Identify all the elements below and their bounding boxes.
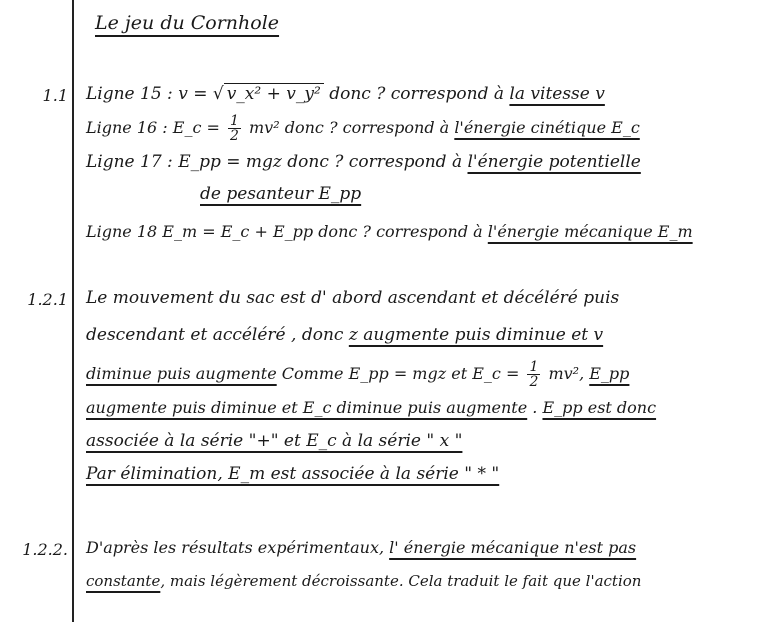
- section-number-1-1: 1.1: [42, 86, 68, 105]
- section-number-1-2-1: 1.2.1: [27, 290, 68, 309]
- paragraph-1-2-1-line-5: associée à la série "+" et E_c à la série " x ": [86, 431, 463, 451]
- line-17: Ligne 17 : E_pp = mgz donc ? correspond à l'énergie potentielle: [86, 152, 641, 172]
- paragraph-1-2-1-line-1: Le mouvement du sac est d' abord ascendant et décéléré puis: [86, 288, 620, 308]
- paragraph-1-2-1-line-2: descendant et accéléré , donc z augmente puis diminue et v: [86, 325, 604, 345]
- line-15: Ligne 15 : v = √ v_x² + v_y² donc ? correspond à la vitesse v: [86, 84, 605, 104]
- paragraph-1-2-1-line-6: Par élimination, E_m est associée à la série " * ": [86, 464, 500, 484]
- paragraph-1-2-1-line-3: diminue puis augmente Comme E_pp = mgz et E_c = $\frac{1}{2}$ mv², E_pp: [86, 359, 630, 390]
- margin-line: [72, 0, 74, 622]
- paragraph-1-2-2-line-1: D'après les résultats expérimentaux, l' énergie mécanique n'est pas: [86, 538, 637, 557]
- line-16: Ligne 16 : E_c = $\frac{1}{2}$ mv² donc ? correspond à l'énergie cinétique E_c: [86, 113, 640, 144]
- page-title: Le jeu du Cornhole: [95, 12, 280, 34]
- section-number-1-2-2: 1.2.2.: [22, 540, 68, 559]
- line-18: Ligne 18 E_m = E_c + E_pp donc ? correspond à l'énergie mécanique E_m: [86, 222, 693, 241]
- paragraph-1-2-1-line-4: augmente puis diminue et E_c diminue puis augmente . E_pp est donc: [86, 398, 657, 417]
- paragraph-1-2-2-line-2: constante, mais légèrement décroissante. Cela traduit le fait que l'action: [86, 572, 642, 590]
- line-17-continued: de pesanteur E_pp: [200, 184, 362, 204]
